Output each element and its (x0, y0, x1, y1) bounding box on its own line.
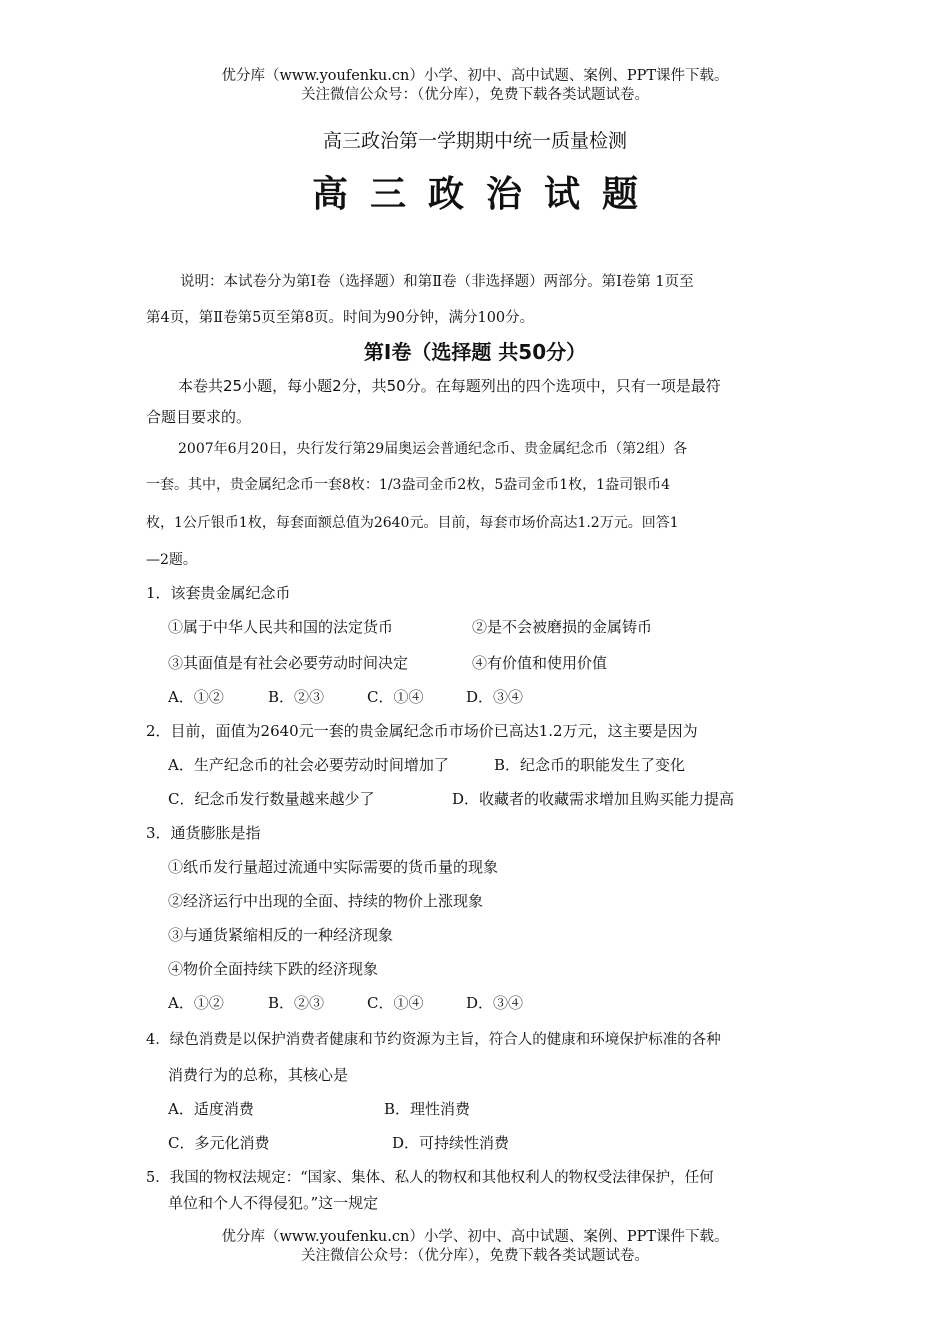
q1-stem: 1．该套贵金属纪念币 (146, 584, 291, 602)
q1-choice-b: B．②③ (268, 688, 325, 706)
q3-option-4: ④物价全面持续下跌的经济现象 (168, 960, 379, 978)
q1-option-3: ③其面值是有社会必要劳动时间决定 (168, 654, 409, 672)
q3-stem: 3．通货膨胀是指 (146, 824, 261, 842)
header-line-1: 优分库（www.youfenku.cn）小学、初中、高中试题、案例、PPT课件下载。 (221, 68, 729, 84)
q3-choice-d: D．③④ (466, 994, 524, 1012)
exam-subtitle: 高三政治第一学期期中统一质量检测 (322, 130, 627, 152)
q3-choice-c: C．①④ (367, 994, 424, 1012)
material-line-1: 2007年6月20日，央行发行第29届奥运会普通纪念币、贵金属纪念币（第2组）各 (178, 441, 688, 457)
q5-stem-line-2: 单位和个人不得侵犯。”这一规定 (168, 1194, 379, 1212)
q3-choice-b: B．②③ (268, 994, 325, 1012)
q4-option-c: C．多元化消费 (168, 1134, 270, 1152)
q1-choice-d: D．③④ (466, 688, 524, 706)
material-line-4: —2题。 (146, 552, 197, 568)
footer-line-1: 优分库（www.youfenku.cn）小学、初中、高中试题、案例、PPT课件下载。 (221, 1229, 729, 1245)
q1-choice-c: C．①④ (367, 688, 424, 706)
footer-line-2: 关注微信公众号：（优分库），免费下载各类试题试卷。 (301, 1248, 649, 1264)
q3-option-1: ①纸币发行量超过流通中实际需要的货币量的现象 (168, 858, 499, 876)
intro-line-1: 本卷共25小题，每小题2分，共50分。在每题列出的四个选项中，只有一项是最符 (178, 377, 721, 395)
note-line-1: 说明：本试卷分为第Ⅰ卷（选择题）和第Ⅱ卷（非选择题）两部分。第Ⅰ卷第 1页至 (180, 274, 694, 290)
q1-choice-a: A．①② (168, 688, 224, 706)
exam-title: 高三政治试题 (311, 173, 660, 215)
section-title: 第Ⅰ卷（选择题 共50分） (363, 340, 587, 364)
material-line-2: 一套。其中，贵金属纪念币一套8枚：1/3盎司金币2枚，5盎司金币1枚，1盎司银币4 (146, 477, 670, 493)
q4-option-d: D．可持续性消费 (392, 1134, 510, 1152)
q2-option-a: A．生产纪念币的社会必要劳动时间增加了 (168, 756, 449, 774)
q3-option-2: ②经济运行中出现的全面、持续的物价上涨现象 (168, 892, 484, 910)
note-line-2: 第4页，第Ⅱ卷第5页至第8页。时间为90分钟，满分100分。 (146, 310, 535, 326)
q4-stem-line-2: 消费行为的总称，其核心是 (168, 1066, 349, 1084)
header-line-2: 关注微信公众号：（优分库），免费下载各类试题试卷。 (301, 87, 649, 103)
q3-option-3: ③与通货紧缩相反的一种经济现象 (168, 926, 394, 944)
q1-option-2: ②是不会被磨损的金属铸币 (472, 618, 653, 636)
q4-option-b: B．理性消费 (384, 1100, 471, 1118)
q2-option-b: B．纪念币的职能发生了变化 (494, 756, 686, 774)
q3-choice-a: A．①② (168, 994, 224, 1012)
q5-stem-line-1: 5．我国的物权法规定：“国家、集体、私人的物权和其他权利人的物权受法律保护，任何 (146, 1170, 714, 1186)
q2-option-d: D．收藏者的收藏需求增加且购买能力提高 (452, 790, 735, 808)
q2-option-c: C．纪念币发行数量越来越少了 (168, 790, 375, 808)
q2-stem: 2．目前，面值为2640元一套的贵金属纪念币市场价已高达1.2万元，这主要是因为 (146, 722, 698, 740)
intro-line-2: 合题目要求的。 (146, 408, 252, 426)
q4-stem-line-1: 4．绿色消费是以保护消费者健康和节约资源为主旨，符合人的健康和环境保护标准的各种 (146, 1032, 721, 1048)
material-line-3: 枚，1公斤银币1枚，每套面额总值为2640元。目前，每套市场价高达1.2万元。回答1 (146, 515, 679, 531)
q1-option-4: ④有价值和使用价值 (472, 654, 608, 672)
q4-option-a: A．适度消费 (168, 1100, 254, 1118)
q1-option-1: ①属于中华人民共和国的法定货币 (168, 618, 394, 636)
